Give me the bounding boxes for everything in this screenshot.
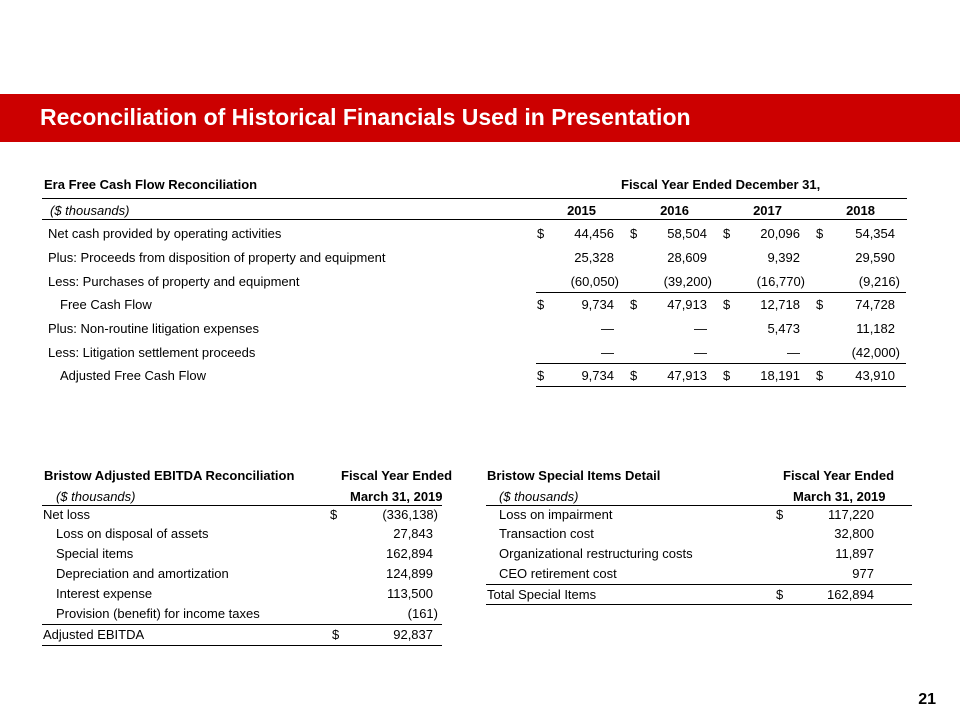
special-period-date: March 31, 2019 <box>793 489 886 504</box>
ebitda-heading: Bristow Adjusted EBITDA Reconciliation <box>44 468 295 483</box>
table-cell: — <box>694 345 707 360</box>
era-heading: Era Free Cash Flow Reconciliation <box>44 177 258 192</box>
table-row-label: CEO retirement cost <box>499 566 617 581</box>
ebitda-period-date: March 31, 2019 <box>350 489 443 504</box>
currency-symbol: $ <box>537 368 545 383</box>
era-units: ($ thousands) <box>50 203 130 218</box>
page-number: 21 <box>918 691 936 708</box>
table-cell: 92,837 <box>393 627 433 642</box>
special-header-rule <box>486 505 912 506</box>
ebitda-units: ($ thousands) <box>56 489 136 504</box>
table-row-label: Loss on disposal of assets <box>56 526 209 541</box>
table-cell: 47,913 <box>667 368 707 383</box>
table-cell: — <box>787 345 800 360</box>
currency-symbol: $ <box>723 297 731 312</box>
table-row-label: Free Cash Flow <box>60 297 152 312</box>
table-row-label: Less: Litigation settlement proceeds <box>48 345 256 360</box>
table-cell: 43,910 <box>855 368 895 383</box>
currency-symbol: $ <box>630 368 638 383</box>
table-row-label: Net loss <box>43 507 90 522</box>
table-cell: 58,504 <box>667 226 707 241</box>
table-cell: 977 <box>852 566 874 581</box>
table-row-label: Loss on impairment <box>499 507 613 522</box>
total-rule <box>486 604 912 605</box>
table-row-label: Depreciation and amortization <box>56 566 229 581</box>
era-header-rule <box>42 198 907 199</box>
ebitda-period-header: Fiscal Year Ended <box>341 468 453 483</box>
subtotal-rule <box>536 363 906 364</box>
currency-symbol: $ <box>630 297 638 312</box>
table-row-label: Provision (benefit) for income taxes <box>56 606 260 621</box>
table-cell: — <box>601 321 614 336</box>
table-cell: 47,913 <box>667 297 707 312</box>
table-row-label: Less: Purchases of property and equipment <box>48 274 300 289</box>
table-cell: (39,200) <box>663 274 712 289</box>
table-cell: 9,734 <box>581 297 614 312</box>
table-cell: 29,590 <box>855 250 895 265</box>
subtotal-rule <box>536 292 906 293</box>
currency-symbol: $ <box>723 226 731 241</box>
table-cell: 12,718 <box>760 297 800 312</box>
table-cell: 9,392 <box>767 250 800 265</box>
table-cell: 54,354 <box>855 226 895 241</box>
table-cell: 44,456 <box>574 226 614 241</box>
table-row-label: Interest expense <box>56 586 153 601</box>
table-cell: 74,728 <box>855 297 895 312</box>
table-cell: — <box>601 345 614 360</box>
table-cell: 162,894 <box>827 587 874 602</box>
currency-symbol: $ <box>630 226 638 241</box>
currency-symbol: $ <box>776 587 784 602</box>
table-cell: 20,096 <box>760 226 800 241</box>
subtotal-rule <box>42 624 442 625</box>
table-row-label: Adjusted Free Cash Flow <box>60 368 206 383</box>
table-cell: 11,182 <box>856 321 895 336</box>
table-cell: — <box>694 321 707 336</box>
currency-symbol: $ <box>330 507 338 522</box>
table-cell: (336,138) <box>382 507 438 522</box>
currency-symbol: $ <box>537 297 545 312</box>
currency-symbol: $ <box>537 226 545 241</box>
table-row-label: Organizational restructuring costs <box>499 546 693 561</box>
era-year-header: 2016 <box>660 203 689 218</box>
currency-symbol: $ <box>816 297 824 312</box>
special-units: ($ thousands) <box>499 489 579 504</box>
table-cell: 25,328 <box>574 250 614 265</box>
table-cell: 9,734 <box>581 368 614 383</box>
total-rule <box>42 645 442 646</box>
table-cell: (9,216) <box>858 274 900 289</box>
table-cell: 28,609 <box>667 250 707 265</box>
era-year-header: 2018 <box>846 203 875 218</box>
special-period-header: Fiscal Year Ended <box>783 468 895 483</box>
table-cell: 117,220 <box>827 507 874 522</box>
table-cell: (161) <box>407 606 438 621</box>
total-rule <box>536 386 906 387</box>
currency-symbol: $ <box>816 226 824 241</box>
currency-symbol: $ <box>776 507 784 522</box>
table-row-label: Adjusted EBITDA <box>43 627 145 642</box>
table-row-label: Special items <box>56 546 134 561</box>
table-cell: (60,050) <box>570 274 619 289</box>
era-year-header: 2015 <box>567 203 596 218</box>
table-row-label: Total Special Items <box>487 587 597 602</box>
table-row-label: Transaction cost <box>499 526 594 541</box>
special-heading: Bristow Special Items Detail <box>487 468 661 483</box>
table-cell: 32,800 <box>834 526 874 541</box>
table-row-label: Net cash provided by operating activities <box>48 226 282 241</box>
currency-symbol: $ <box>723 368 731 383</box>
table-cell: 27,843 <box>393 526 433 541</box>
table-cell: 11,897 <box>835 546 874 561</box>
currency-symbol: $ <box>816 368 824 383</box>
table-row-label: Plus: Non-routine litigation expenses <box>48 321 260 336</box>
era-year-header: 2017 <box>753 203 782 218</box>
table-cell: 5,473 <box>767 321 800 336</box>
table-row-label: Plus: Proceeds from disposition of property and equipment <box>48 250 386 265</box>
era-period-header: Fiscal Year Ended December 31, <box>621 177 821 192</box>
subtotal-rule <box>486 584 912 585</box>
table-cell: 162,894 <box>386 546 433 561</box>
title-banner <box>0 94 960 142</box>
table-cell: (16,770) <box>756 274 805 289</box>
table-cell: 113,500 <box>386 586 433 601</box>
table-cell: 124,899 <box>386 566 433 581</box>
table-cell: 18,191 <box>760 368 800 383</box>
currency-symbol: $ <box>332 627 340 642</box>
page-title: Reconciliation of Historical Financials Used in Presentation <box>40 104 691 130</box>
era-header-rule <box>42 219 907 220</box>
table-cell: (42,000) <box>851 345 900 360</box>
ebitda-header-rule <box>42 505 442 506</box>
